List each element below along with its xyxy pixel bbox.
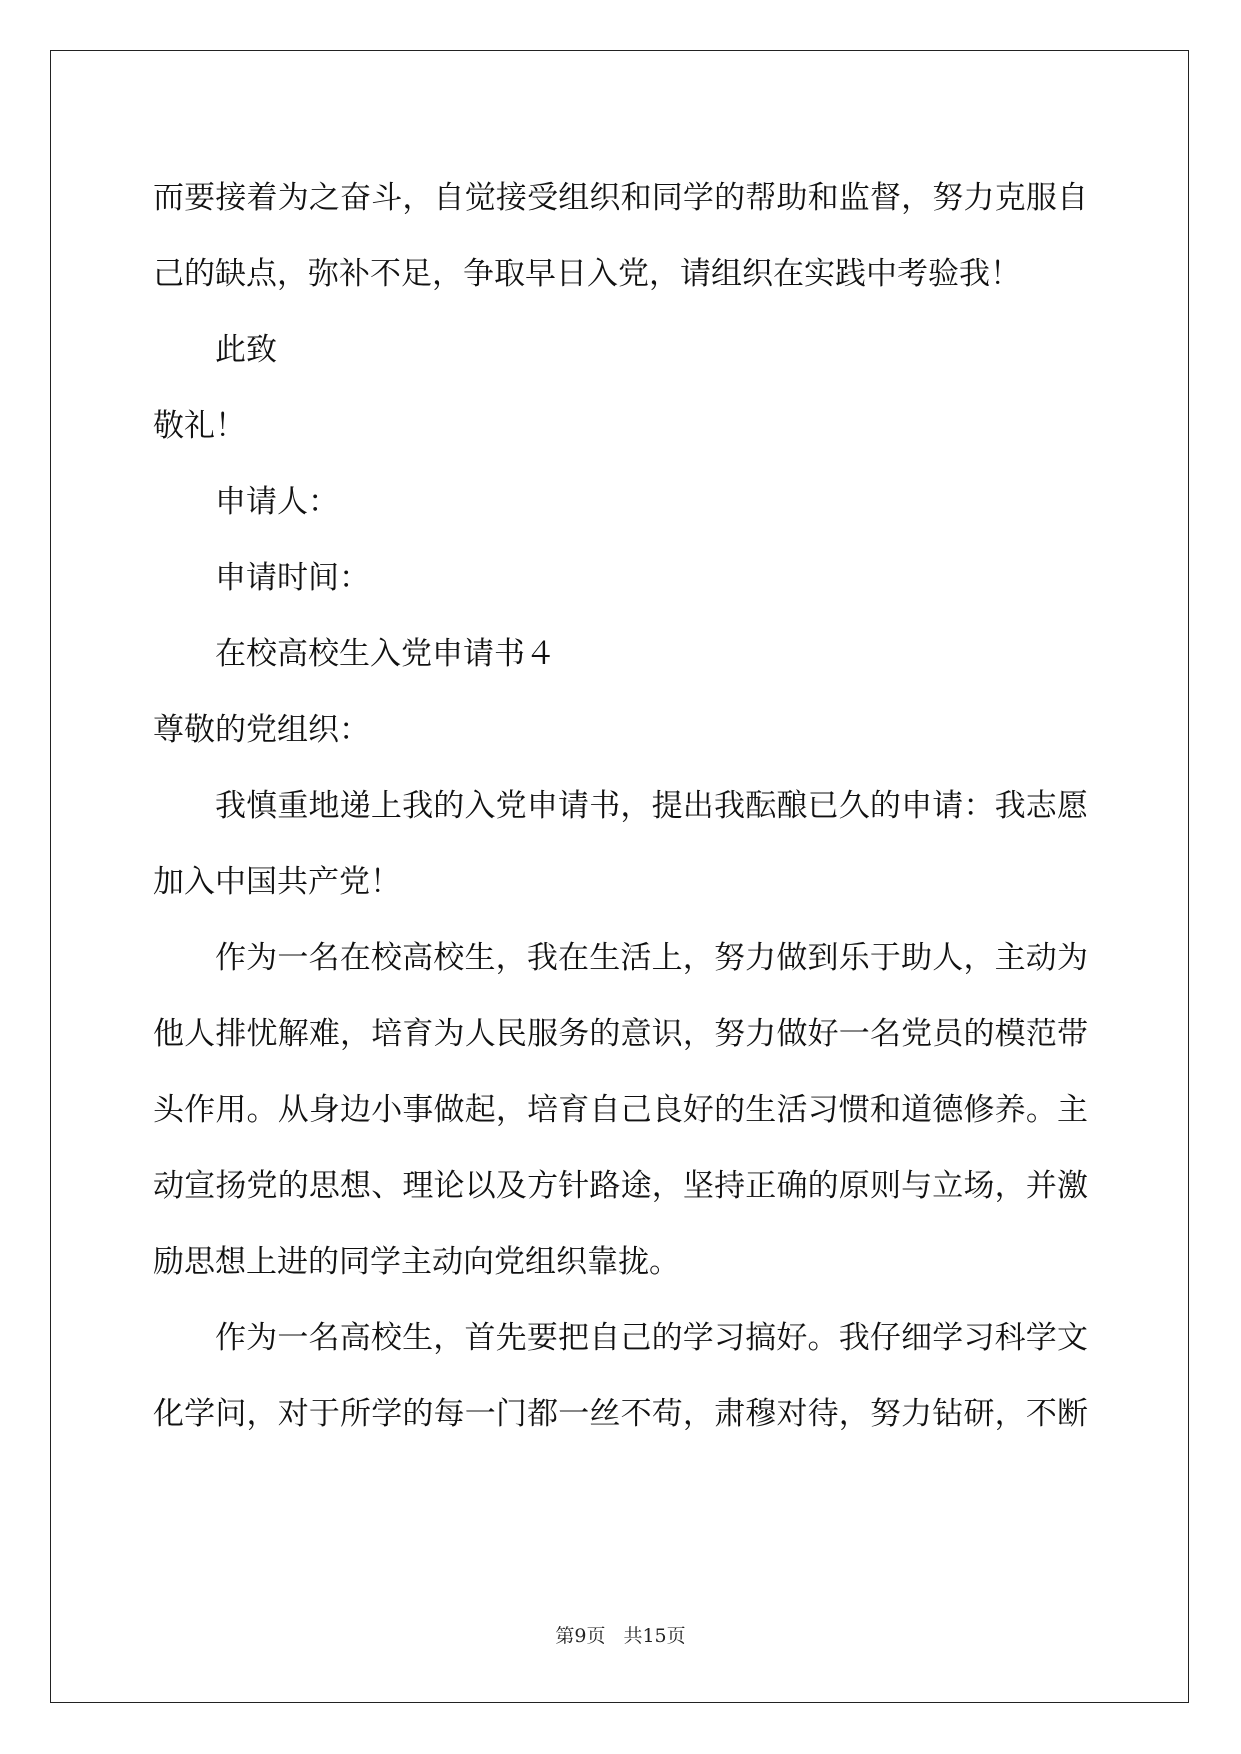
page-footer: [0, 1621, 1241, 1648]
paragraph-line: 作为一名在校高校生，我在生活上，努力做到乐于助人，主动为: [215, 940, 1088, 976]
paragraph-line: 头作用。从身边小事做起，培育自己良好的生活习惯和道德修养。主: [153, 1092, 1088, 1128]
paragraph-line: 化学问，对于所学的每一门都一丝不苟，肃穆对待，努力钻研，不断: [153, 1396, 1088, 1432]
paragraph-line: 作为一名高校生，首先要把自己的学习搞好。我仔细学习科学文: [215, 1320, 1088, 1356]
paragraph-line: 动宣扬党的思想、理论以及方针路途，坚持正确的原则与立场，并激: [153, 1168, 1088, 1204]
page-total: 共15页: [623, 1625, 686, 1647]
page-number: 第9页: [555, 1625, 606, 1647]
paragraph-line: 我慎重地递上我的入党申请书，提出我酝酿已久的申请：我志愿: [215, 788, 1088, 824]
paragraph-line: 他人排忧解难，培育为人民服务的意识，努力做好一名党员的模范带: [153, 1016, 1088, 1052]
paragraph-line: 而要接着为之奋斗，自觉接受组织和同学的帮助和监督，努力克服自: [153, 180, 1088, 216]
application-date-label: 申请时间：: [215, 560, 370, 596]
section-title: 在校高校生入党申请书４: [215, 636, 556, 672]
greeting: 尊敬的党组织：: [153, 712, 370, 748]
paragraph-line: 励思想上进的同学主动向党组织靠拢。: [153, 1244, 680, 1280]
paragraph-line: 加入中国共产党！: [153, 864, 401, 900]
document-body: [153, 160, 1088, 1452]
closing-salutation: 此致: [215, 332, 277, 368]
paragraph-line: 己的缺点，弥补不足，争取早日入党，请组织在实践中考验我！: [153, 256, 1021, 292]
applicant-label: 申请人：: [215, 484, 339, 520]
closing-regards: 敬礼！: [153, 408, 246, 444]
